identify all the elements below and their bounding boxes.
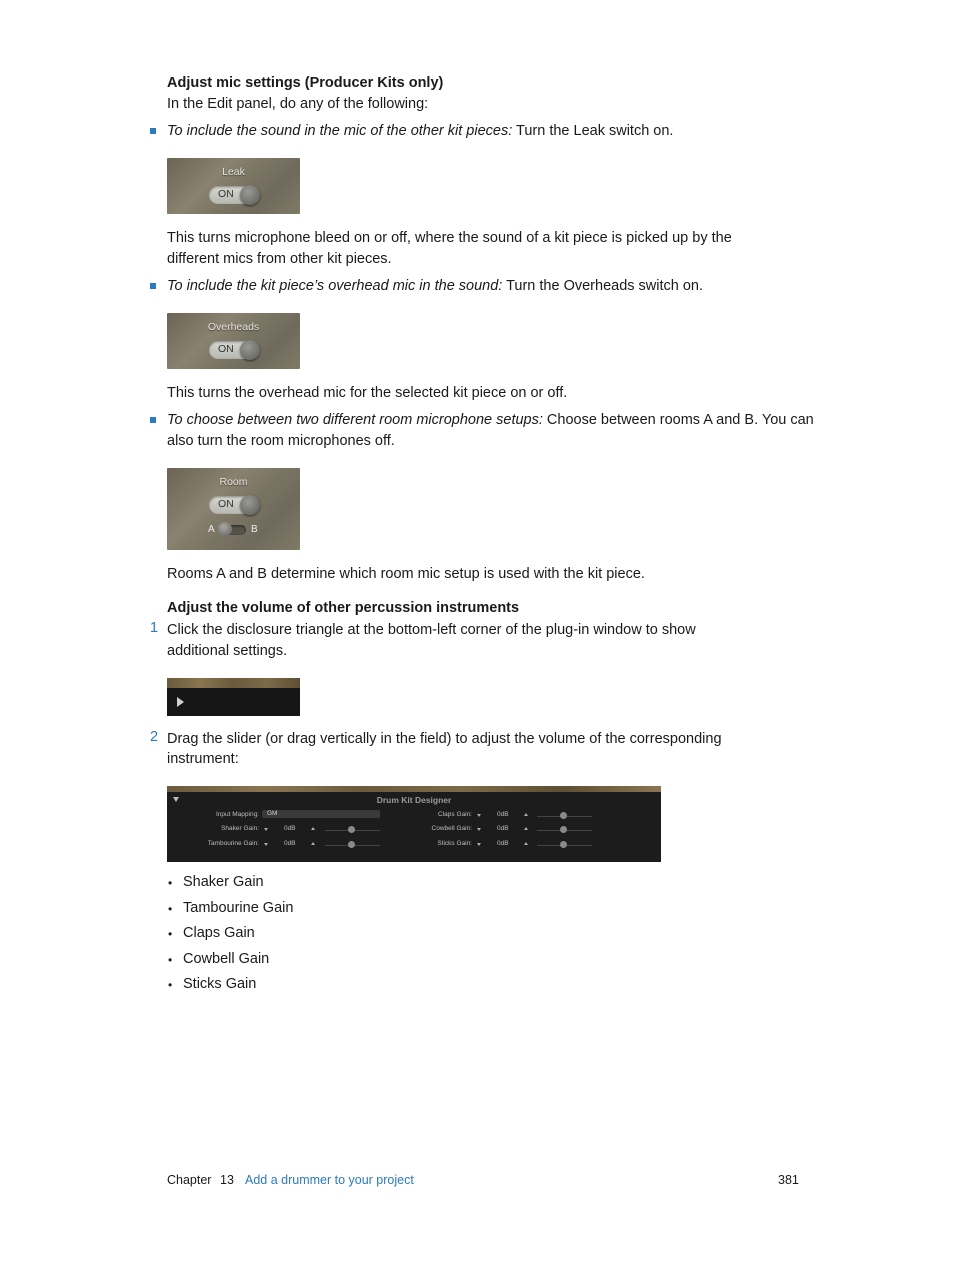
input-mapping-label: Input Mapping:: [215, 811, 259, 818]
list-item: Cowbell Gain: [183, 951, 270, 967]
shaker-gain-label: Shaker Gain:: [221, 825, 259, 832]
leak-desc-line1: This turns microphone bleed on or off, where the sound of a kit piece is picked up by the: [167, 230, 732, 246]
toggle-state: ON: [218, 188, 234, 200]
decrement-icon[interactable]: [477, 814, 481, 817]
slider-knob[interactable]: [560, 826, 567, 833]
input-mapping-select[interactable]: [262, 810, 380, 818]
section-heading-mic-settings: Adjust mic settings (Producer Kits only): [167, 75, 444, 91]
list-item: Sticks Gain: [183, 976, 257, 992]
cowbell-gain-value[interactable]: 0dB: [497, 825, 509, 832]
toggle-state: ON: [218, 343, 234, 355]
intro-text: In the Edit panel, do any of the following:: [167, 96, 429, 112]
disclosure-triangle-icon[interactable]: [177, 697, 184, 707]
bullet-square: [150, 283, 156, 289]
overheads-label: Overheads: [207, 321, 260, 333]
list-bullet: •: [168, 978, 173, 992]
toggle-knob: [240, 495, 260, 515]
item-lead: To include the sound in the mic of the other kit pieces:: [167, 123, 513, 139]
toggle-knob: [240, 340, 260, 360]
list-item: Claps Gain: [183, 925, 255, 941]
page-number: 381: [778, 1173, 799, 1187]
item-text: Turn the Overheads switch on.: [502, 278, 704, 294]
step-number: 2: [150, 729, 159, 745]
sticks-gain-label: Sticks Gain:: [437, 840, 472, 847]
footer-chapter-label: Chapter: [167, 1173, 212, 1187]
leak-label: Leak: [222, 166, 245, 178]
decrement-icon[interactable]: [264, 828, 268, 831]
list-bullet: •: [168, 902, 173, 916]
decrement-icon[interactable]: [264, 843, 268, 846]
increment-icon[interactable]: [311, 842, 315, 845]
bullet-square: [150, 128, 156, 134]
overheads-desc: This turns the overhead mic for the selected kit piece on or off.: [167, 385, 568, 401]
decrement-icon[interactable]: [477, 843, 481, 846]
leak-toggle[interactable]: [209, 186, 259, 204]
increment-icon[interactable]: [524, 813, 528, 816]
bullet-square: [150, 417, 156, 423]
slider-knob[interactable]: [348, 841, 355, 848]
step1-line1: Click the disclosure triangle at the bottom-left corner of the plug-in window to show: [167, 622, 696, 638]
item-lead: To include the kit piece’s overhead mic in the sound:: [167, 278, 503, 294]
leak-desc-line2: different mics from other kit pieces.: [167, 251, 392, 267]
room-switch-panel: [167, 468, 300, 550]
claps-gain-label: Claps Gain:: [438, 811, 472, 818]
footer-chapter-link[interactable]: Add a drummer to your project: [245, 1173, 414, 1187]
slider-knob[interactable]: [348, 826, 355, 833]
sticks-gain-value[interactable]: 0dB: [497, 840, 509, 847]
drum-kit-designer-panel: [167, 786, 661, 862]
ab-knob: [218, 522, 232, 536]
wood-strip: [167, 678, 300, 688]
list-bullet: •: [168, 953, 173, 967]
tambourine-gain-label: Tambourine Gain:: [207, 840, 259, 847]
room-label: Room: [219, 476, 248, 488]
item-text: Turn the Leak switch on.: [512, 123, 674, 139]
room-a-label: A: [208, 524, 215, 535]
overheads-toggle[interactable]: [209, 341, 259, 359]
room-b-label: B: [251, 524, 258, 535]
list-item: Tambourine Gain: [183, 900, 294, 916]
claps-gain-value[interactable]: 0dB: [497, 811, 509, 818]
overheads-switch-panel: [167, 313, 300, 369]
room-toggle[interactable]: [209, 496, 259, 514]
list-item: Shaker Gain: [183, 874, 264, 890]
item-lead: To choose between two different room microphone setups:: [167, 412, 543, 428]
step-number: 1: [150, 620, 159, 636]
room-desc: Rooms A and B determine which room mic setup is used with the kit piece.: [167, 566, 645, 582]
slider-knob[interactable]: [560, 812, 567, 819]
panel-title: Drum Kit Designer: [376, 795, 452, 805]
leak-switch-panel: [167, 158, 300, 214]
cowbell-gain-label: Cowbell Gain:: [431, 825, 472, 832]
toggle-knob: [240, 185, 260, 205]
decrement-icon[interactable]: [477, 828, 481, 831]
increment-icon[interactable]: [524, 827, 528, 830]
toggle-state: ON: [218, 498, 234, 510]
item-room-line2: also turn the room microphones off.: [167, 433, 395, 449]
shaker-gain-value[interactable]: 0dB: [284, 825, 296, 832]
slider-knob[interactable]: [560, 841, 567, 848]
item-overheads: [167, 276, 703, 297]
room-ab-switch[interactable]: [220, 525, 246, 535]
increment-icon[interactable]: [311, 827, 315, 830]
step2-line2: instrument:: [167, 751, 239, 767]
wood-strip: [167, 786, 661, 792]
item-room: [167, 410, 814, 431]
footer-chapter-number: 13: [220, 1173, 234, 1187]
step1-line2: additional settings.: [167, 643, 288, 659]
item-text: Choose between rooms A and B. You can: [542, 412, 814, 428]
section-heading-percussion: Adjust the volume of other percussion instruments: [167, 600, 520, 616]
list-bullet: •: [168, 927, 173, 941]
input-mapping-value: GM: [267, 810, 278, 817]
item-leak: [167, 121, 673, 142]
tambourine-gain-value[interactable]: 0dB: [284, 840, 296, 847]
disclosure-image: [167, 678, 300, 716]
increment-icon[interactable]: [524, 842, 528, 845]
step2-line1: Drag the slider (or drag vertically in the field) to adjust the volume of the corresponding: [167, 731, 722, 747]
list-bullet: •: [168, 876, 173, 890]
